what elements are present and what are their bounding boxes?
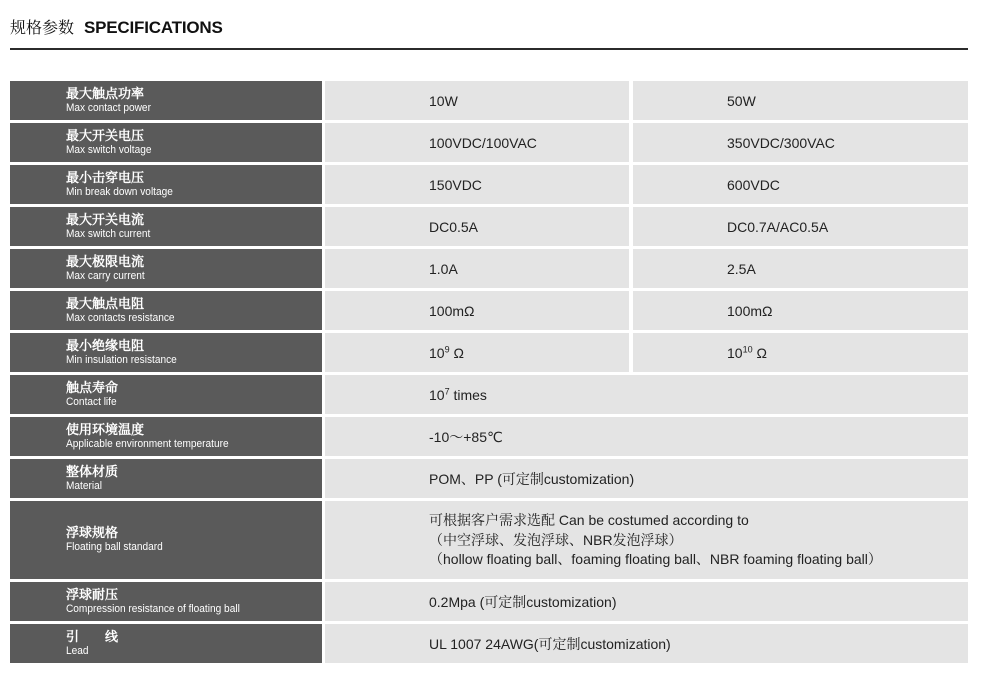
value-base: 10 [727, 344, 743, 361]
row-label-zh: 最大触点电阻 [66, 296, 145, 312]
value-text: POM、PP (可定制customization) [429, 470, 635, 487]
value-cell [325, 624, 968, 663]
table-row [10, 459, 968, 498]
value-cell [325, 459, 968, 498]
row-label-zh: 最小击穿电压 [66, 170, 145, 186]
value-cell [633, 333, 968, 372]
row-label-en: Compression resistance of floating ball [66, 602, 240, 615]
section-title-zh: 规格参数 [10, 18, 75, 37]
value-cell [633, 291, 968, 330]
value-cell [325, 81, 629, 120]
value-cell [633, 123, 968, 162]
section-header [10, 15, 223, 41]
table-row [10, 249, 968, 288]
table-row [10, 501, 968, 579]
row-label-zh: 整体材质 [66, 464, 119, 480]
row-label-en: Contact life [66, 395, 117, 408]
row-label [10, 249, 322, 288]
value-text: UL 1007 24AWG(可定制customization) [429, 635, 671, 652]
row-label-zh: 使用环境温度 [66, 422, 145, 438]
row-label [10, 582, 322, 621]
value-text: 100mΩ [429, 302, 475, 319]
value-unit: ℃ [486, 428, 503, 445]
row-label [10, 81, 322, 120]
row-label-en: Material [66, 479, 102, 492]
value-line: （中空浮球、发泡浮球、NBR发泡浮球） [429, 531, 683, 548]
value-lines [429, 511, 882, 570]
row-label-en: Min insulation resistance [66, 353, 177, 366]
table-row [10, 375, 968, 414]
value-text [727, 345, 767, 361]
row-label-en: Applicable environment temperature [66, 437, 229, 450]
row-label [10, 459, 322, 498]
value-main: -10～+85 [429, 428, 487, 445]
value-text: DC0.5A [429, 218, 479, 235]
value-cell [325, 123, 629, 162]
value-text: 50W [727, 92, 756, 109]
value-unit: Ω [752, 344, 767, 361]
table-row [10, 417, 968, 456]
spec-table [10, 81, 968, 666]
row-label [10, 165, 322, 204]
value-text: 2.5A [727, 260, 756, 277]
value-exponent: 9 [444, 343, 450, 354]
row-label-en: Max carry current [66, 269, 145, 282]
value-cell [633, 165, 968, 204]
section-title-en: SPECIFICATIONS [84, 18, 223, 37]
table-row [10, 123, 968, 162]
value-exponent: 7 [444, 385, 450, 396]
table-row [10, 624, 968, 663]
value-text [429, 345, 464, 361]
value-text: 600VDC [727, 176, 780, 193]
value-text [429, 387, 487, 403]
value-text [429, 427, 503, 447]
row-label [10, 291, 322, 330]
value-cell [325, 333, 629, 372]
row-label-en: Max switch current [66, 227, 151, 240]
value-text: 100VDC/100VAC [429, 134, 537, 151]
table-row [10, 207, 968, 246]
row-label-zh: 浮球耐压 [66, 587, 119, 603]
row-label-en: Max contact power [66, 101, 151, 114]
value-text: 0.2Mpa (可定制customization) [429, 593, 617, 610]
table-row [10, 582, 968, 621]
row-label-zh: 浮球规格 [66, 526, 119, 541]
row-label [10, 417, 322, 456]
row-label-zh: 最大开关电流 [66, 212, 145, 228]
table-row [10, 81, 968, 120]
row-label-zh: 最大触点功率 [66, 86, 145, 102]
row-label-en: Lead [66, 644, 89, 657]
table-row [10, 165, 968, 204]
row-label-zh: 最小绝缘电阻 [66, 338, 145, 354]
value-text: DC0.7A/AC0.5A [727, 218, 829, 235]
value-unit: Ω [449, 344, 464, 361]
value-text: 350VDC/300VAC [727, 134, 835, 151]
value-cell [325, 417, 968, 456]
value-cell [325, 375, 968, 414]
value-cell [325, 501, 968, 579]
value-line: 可根据客户需求选配 Can be costumed according to [429, 511, 749, 528]
value-cell [325, 291, 629, 330]
value-unit: times [449, 386, 487, 403]
row-label-en: Floating ball standard [66, 541, 163, 553]
value-cell [325, 207, 629, 246]
value-base: 10 [429, 386, 445, 403]
value-text: 10W [429, 92, 458, 109]
row-label-en: Max switch voltage [66, 143, 152, 156]
table-row [10, 291, 968, 330]
value-cell [633, 249, 968, 288]
row-label-zh: 最大极限电流 [66, 254, 145, 270]
value-text: 150VDC [429, 176, 482, 193]
row-label [10, 207, 322, 246]
value-cell [325, 582, 968, 621]
row-label [10, 375, 322, 414]
header-divider [10, 48, 968, 50]
row-label-zh: 触点寿命 [66, 380, 119, 396]
value-exponent: 10 [742, 343, 753, 354]
row-label [10, 624, 322, 663]
table-row [10, 333, 968, 372]
value-cell [633, 207, 968, 246]
value-cell [325, 249, 629, 288]
row-label [10, 501, 322, 579]
row-label [10, 123, 322, 162]
row-label-zh: 引 线 [66, 629, 119, 645]
row-label [10, 333, 322, 372]
value-cell [325, 165, 629, 204]
value-base: 10 [429, 344, 445, 361]
value-text: 1.0A [429, 260, 458, 277]
value-line: （hollow floating ball、foaming floating ball、NBR foaming floating ball） [429, 550, 882, 567]
value-text: 100mΩ [727, 302, 773, 319]
row-label-en: Max contacts resistance [66, 311, 175, 324]
row-label-en: Min break down voltage [66, 185, 173, 198]
row-label-zh: 最大开关电压 [66, 128, 145, 144]
value-cell [633, 81, 968, 120]
